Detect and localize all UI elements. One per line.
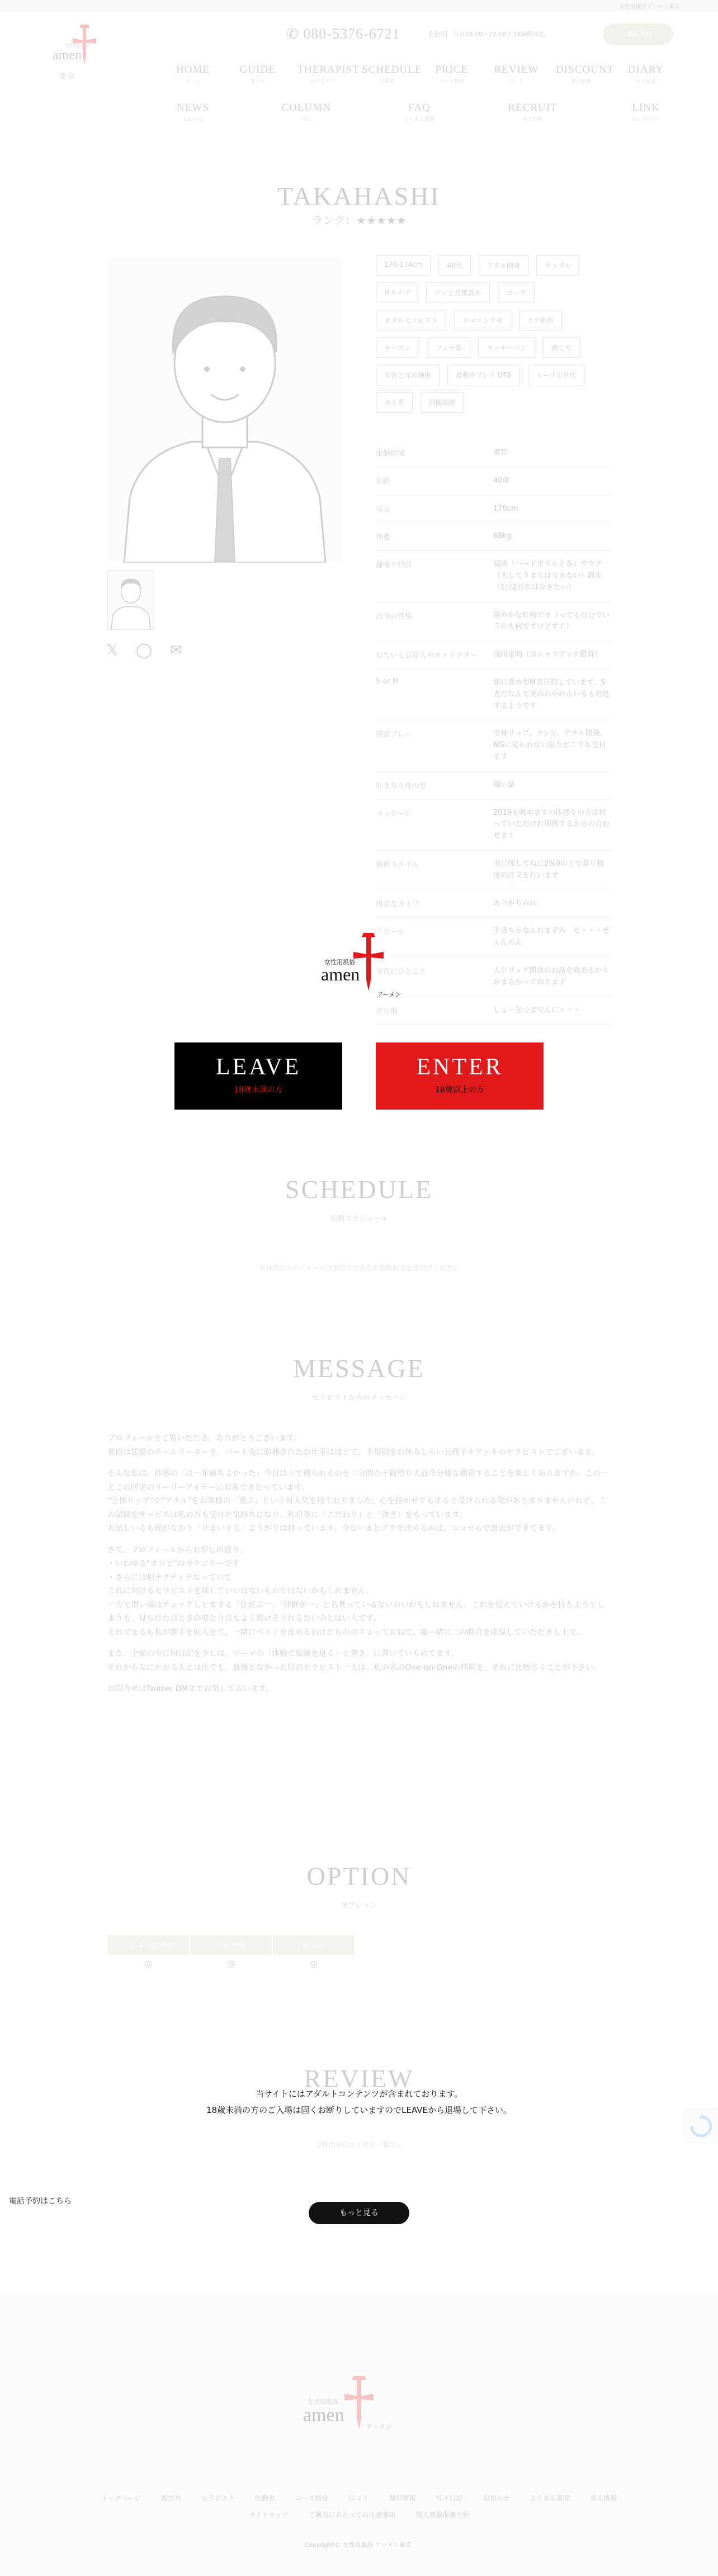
- notice-line-1: 当サイトにはアダルトコンテンツが含まれております。: [255, 2089, 463, 2099]
- tel-reserve-link[interactable]: 電話予約はこちら: [9, 2197, 72, 2206]
- leave-button[interactable]: [174, 1042, 342, 1110]
- enter-sublabel: 18歳以上の方: [435, 1086, 484, 1094]
- age-gate-logo-kana: アーメン: [377, 991, 401, 998]
- leave-sublabel: 18歳未満の方: [234, 1086, 283, 1094]
- enter-label: ENTER: [416, 1054, 503, 1080]
- notice-line-2: 18歳未満の方のご入場は固くお断りしていますのでLEAVEから退場して下さい。: [206, 2105, 512, 2115]
- enter-button[interactable]: [376, 1042, 544, 1110]
- age-gate-logo-brand: amen: [321, 964, 360, 984]
- leave-label: LEAVE: [215, 1054, 301, 1080]
- more-button[interactable]: もっと見る: [309, 2202, 409, 2224]
- age-gate-logo-sub: 女性用風俗: [324, 959, 355, 966]
- age-gate-notice: [0, 2086, 718, 2118]
- age-gate-logo: [321, 928, 416, 1012]
